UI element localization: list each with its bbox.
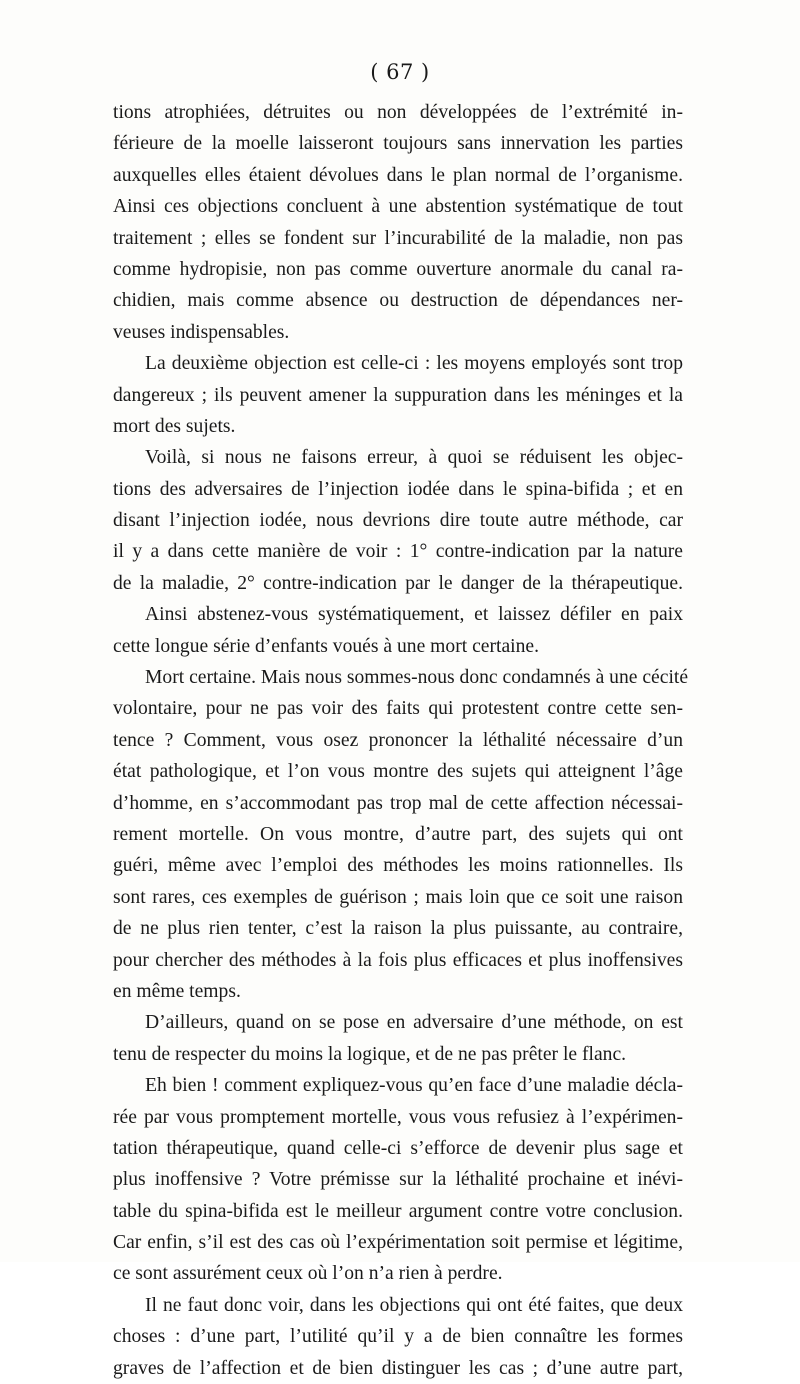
text-line: tions atrophiées, détruites ou non développées de l’extrémité in-	[113, 102, 683, 123]
text-line: tenu de respecter du moins la logique, et de ne pas prêter le flanc.	[113, 1043, 627, 1065]
text-line: rée par vous promptement mortelle, vous vous refusiez à l’expérimen-	[113, 1106, 683, 1128]
text-line: tence ? Comment, vous osez prononcer la léthalité nécessaire d’un	[113, 729, 683, 751]
text-line: ce sont assurément ceux où l’on n’a rien à perdre.	[113, 1263, 503, 1285]
text-line: comme hydropisie, non pas comme ouverture anormale du canal ra-	[113, 258, 683, 280]
text-line: tions des adversaires de l’injection iodée dans le spina-bifida ; et en	[113, 478, 683, 500]
text-line: La deuxième objection est celle-ci : les moyens employés sont trop	[145, 353, 683, 375]
page-number-header: ( 67 )	[370, 60, 430, 84]
text-line: chidien, mais comme absence ou destruction de dépendances ner-	[113, 290, 683, 312]
text-line: Voilà, si nous ne faisons erreur, à quoi se réduisent les objec-	[145, 447, 683, 469]
text-line: Eh bien ! comment expliquez-vous qu’en face d’une maladie décla-	[145, 1075, 683, 1097]
text-line: il y a dans cette manière de voir : 1° contre-indication par la nature	[113, 541, 683, 563]
text-line: férieure de la moelle laisseront toujours sans innervation les parties	[113, 133, 683, 155]
text-line: de la maladie, 2° contre-indication par le danger de la thérapeutique.	[113, 572, 683, 594]
text-line: en même temps.	[113, 980, 241, 1002]
text-line: disant l’injection iodée, nous devrions dire toute autre méthode, car	[113, 510, 683, 532]
text-line: dangereux ; ils peuvent amener la suppuration dans les méninges et la	[113, 384, 683, 406]
text-line: table du spina-bifida est le meilleur argument contre votre conclusion.	[113, 1200, 683, 1222]
text-line: pour chercher des méthodes à la fois plus efficaces et plus inoffensives	[113, 949, 683, 971]
text-line: cette longue série d’enfants voués à une mort certaine.	[113, 635, 539, 657]
text-line: tation thérapeutique, quand celle-ci s’efforce de devenir plus sage et	[113, 1137, 683, 1159]
text-line: D’ailleurs, quand on se pose en adversaire d’une méthode, on est	[145, 1012, 683, 1034]
text-line: état pathologique, et l’on vous montre des sujets qui atteignent l’âge	[113, 761, 683, 783]
text-line: volontaire, pour ne pas voir des faits qui protestent contre cette sen-	[113, 698, 683, 720]
text-line: traitement ; elles se fondent sur l’incurabilité de la maladie, non pas	[113, 227, 683, 249]
text-line: Car enfin, s’il est des cas où l’expérimentation soit permise et légitime,	[113, 1232, 683, 1254]
text-line: Mort certaine. Mais nous sommes-nous donc condamnés à une cécité	[145, 667, 689, 689]
text-line: Ainsi ces objections concluent à une abstention systématique de tout	[113, 196, 683, 218]
text-line: graves de l’affection et de bien distinguer les cas ; d’une autre part,	[113, 1357, 683, 1379]
text-line: de ne plus rien tenter, c’est la raison la plus puissante, au contraire,	[113, 918, 683, 940]
text-line: auxquelles elles étaient dévolues dans le plan normal de l’organisme.	[113, 164, 683, 186]
text-line: choses : d’une part, l’utilité qu’il y a de bien connaître les formes	[113, 1326, 683, 1348]
text-line: guéri, même avec l’emploi des méthodes les moins rationnelles. Ils	[113, 855, 683, 877]
text-line: Ainsi abstenez-vous systématiquement, et laissez défiler en paix	[145, 604, 683, 626]
text-line: mort des sujets.	[113, 415, 236, 437]
text-line: plus inoffensive ? Votre prémisse sur la léthalité prochaine et inévi-	[113, 1169, 683, 1191]
text-line: d’homme, en s’accommodant pas trop mal de cette affection nécessai-	[113, 792, 683, 814]
text-line: veuses indispensables.	[113, 321, 290, 343]
text-line: sont rares, ces exemples de guérison ; mais loin que ce soit une raison	[113, 886, 683, 908]
text-line: rement mortelle. On vous montre, d’autre part, des sujets qui ont	[113, 823, 683, 845]
text-line: Il ne faut donc voir, dans les objections qui ont été faites, que deux	[145, 1294, 683, 1316]
body-text	[113, 97, 689, 1384]
